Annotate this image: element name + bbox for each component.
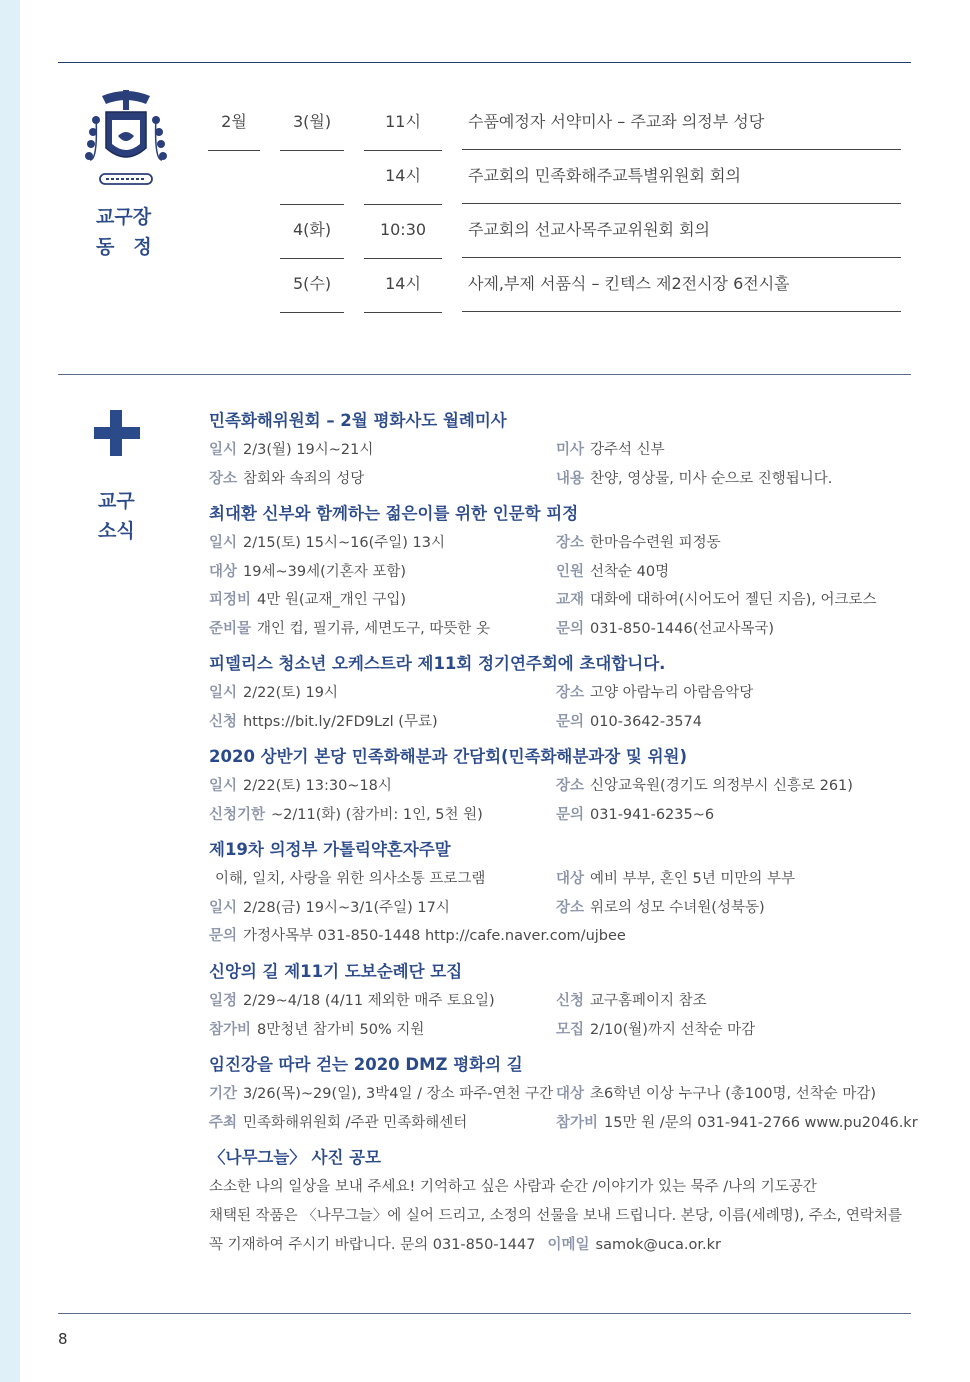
info-label: 피정비 bbox=[209, 592, 252, 608]
info-text: 초6학년 이상 누구나 (총100명, 선착순 마감) bbox=[590, 1086, 876, 1102]
info-row bbox=[209, 465, 909, 494]
info-text: 강주석 신부 bbox=[590, 442, 665, 458]
section-divider bbox=[58, 374, 911, 375]
info-row bbox=[209, 1016, 909, 1045]
info-label: 장소 bbox=[556, 899, 585, 916]
news-title-line1: 교구 bbox=[98, 490, 135, 512]
info-cell bbox=[556, 436, 909, 465]
info-cell bbox=[209, 586, 556, 615]
info-cell bbox=[209, 708, 556, 737]
info-text: 신앙교육원(경기도 의정부시 신흥로 261) bbox=[590, 778, 853, 794]
side-color-strip bbox=[0, 0, 20, 1382]
info-cell bbox=[209, 1016, 556, 1045]
info-cell bbox=[209, 865, 556, 894]
info-text: 찬양, 영상물, 미사 순으로 진행됩니다. bbox=[590, 470, 833, 487]
news-item bbox=[209, 406, 909, 493]
info-label: 참가비 bbox=[556, 1114, 599, 1131]
info-text: 2/29~4/18 (4/11 제외한 매주 토요일) bbox=[243, 993, 495, 1009]
info-row bbox=[209, 558, 909, 587]
news-section-title bbox=[98, 486, 135, 546]
schedule-day: 5(수) bbox=[280, 260, 344, 313]
info-label: 인원 bbox=[556, 563, 585, 580]
info-cell bbox=[556, 558, 909, 587]
info-cell bbox=[556, 1080, 909, 1109]
info-text: 선착순 40명 bbox=[590, 563, 670, 580]
news-item-title: 피델리스 청소년 오케스트라 제11회 정기연주회에 초대합니다. bbox=[209, 654, 666, 673]
diocese-crest-icon bbox=[84, 90, 168, 190]
info-row bbox=[209, 865, 909, 894]
info-label: 일정 bbox=[209, 993, 238, 1009]
info-label: 기간 bbox=[209, 1086, 238, 1102]
info-text: 15만 원 /문의 031-941-2766 www.pu2046.kr bbox=[604, 1114, 918, 1131]
info-cell bbox=[209, 1080, 556, 1109]
info-cell bbox=[209, 465, 556, 494]
info-cell bbox=[556, 708, 909, 737]
info-label: 문의 bbox=[209, 928, 238, 944]
info-text: 3/26(목)~29(일), 3박4일 / 장소 파주-연천 구간 bbox=[243, 1086, 554, 1102]
info-row bbox=[209, 772, 909, 801]
email-label: 이메일 bbox=[547, 1237, 590, 1253]
info-text: 031-850-1446(선교사목국) bbox=[590, 620, 775, 637]
info-text: 위로의 성모 수녀원(성북동) bbox=[590, 899, 765, 916]
schedule-event: 수품예정자 서약미사 – 주교좌 의정부 성당 bbox=[462, 98, 901, 150]
info-text: 4만 원(교재_개인 구입) bbox=[257, 592, 407, 608]
bishop-title-line2: 동 정 bbox=[96, 236, 152, 258]
info-text: 010-3642-3574 bbox=[590, 713, 702, 730]
info-label: 신청기한 bbox=[209, 806, 266, 823]
info-row bbox=[209, 529, 909, 558]
info-label: 일시 bbox=[209, 442, 238, 458]
info-text: 2/3(월) 19시~21시 bbox=[243, 442, 374, 458]
news-item bbox=[209, 835, 909, 951]
info-row bbox=[209, 679, 909, 708]
info-cell bbox=[209, 529, 556, 558]
news-item-title: 제19차 의정부 가톨릭약혼자주말 bbox=[209, 840, 451, 859]
info-text: 2/28(금) 19시~3/1(주일) 17시 bbox=[243, 899, 450, 916]
page-number: 8 bbox=[58, 1330, 68, 1348]
info-text: 개인 컵, 필기류, 세면도구, 따뜻한 옷 bbox=[257, 620, 491, 637]
info-label: 모집 bbox=[556, 1021, 585, 1038]
info-cell bbox=[209, 679, 556, 708]
news-item-title: 최대환 신부와 함께하는 젊은이를 위한 인문학 피정 bbox=[209, 504, 579, 523]
body-text: 꼭 기재하여 주시기 바랍니다. 문의 031-850-1447 bbox=[209, 1237, 536, 1253]
info-text: 2/22(토) 13:30~18시 bbox=[243, 778, 392, 794]
info-text: 고양 아람누리 아람음악당 bbox=[590, 685, 754, 701]
info-cell bbox=[556, 801, 909, 830]
info-text: 이해, 일치, 사랑을 위한 의사소통 프로그램 bbox=[215, 871, 486, 887]
info-cell bbox=[556, 465, 909, 494]
info-cell bbox=[209, 894, 556, 923]
info-label: 준비물 bbox=[209, 620, 252, 637]
info-label: 대상 bbox=[556, 1086, 585, 1102]
info-cell bbox=[556, 894, 909, 923]
bishop-section-title bbox=[96, 202, 152, 262]
info-label: 미사 bbox=[556, 442, 585, 458]
info-row bbox=[209, 894, 909, 923]
info-label: 신청 bbox=[556, 993, 585, 1009]
info-row bbox=[209, 1080, 909, 1109]
schedule-time: 14시 bbox=[364, 260, 442, 313]
bishop-title-line1: 교구장 bbox=[96, 206, 152, 228]
info-label: 참가비 bbox=[209, 1021, 252, 1038]
schedule-day: 4(화) bbox=[280, 206, 344, 259]
info-label: 일시 bbox=[209, 899, 238, 916]
cross-icon-bar bbox=[94, 427, 140, 439]
info-row bbox=[209, 987, 909, 1016]
info-text: 2/22(토) 19시 bbox=[243, 685, 338, 701]
schedule-day bbox=[280, 152, 344, 205]
info-cell bbox=[556, 987, 909, 1016]
news-item bbox=[209, 742, 909, 829]
info-text: 2/10(월)까지 선착순 마감 bbox=[590, 1021, 756, 1038]
info-text: 참회와 속죄의 성당 bbox=[243, 470, 365, 487]
info-row-full bbox=[209, 922, 909, 951]
info-text: ~2/11(화) (참가비: 1인, 5천 원) bbox=[271, 806, 483, 823]
info-cell bbox=[209, 436, 556, 465]
info-cell bbox=[556, 772, 909, 801]
info-text: 대화에 대하여(시어도어 젤딘 지음), 어크로스 bbox=[590, 592, 877, 608]
info-cell bbox=[556, 615, 909, 644]
info-label: 내용 bbox=[556, 470, 585, 487]
top-rule bbox=[58, 62, 911, 63]
info-label: 대상 bbox=[209, 563, 238, 580]
info-label: 장소 bbox=[556, 685, 585, 701]
info-row bbox=[209, 436, 909, 465]
info-label: 교재 bbox=[556, 592, 585, 608]
info-label: 장소 bbox=[209, 470, 238, 487]
info-cell bbox=[556, 1109, 918, 1138]
body-line bbox=[209, 1231, 909, 1260]
bottom-rule bbox=[58, 1313, 911, 1314]
info-label: 대상 bbox=[556, 871, 585, 887]
email-address: samok@uca.or.kr bbox=[595, 1237, 721, 1253]
info-text: 교구홈페이지 참조 bbox=[590, 993, 707, 1009]
news-item-title: 신앙의 길 제11기 도보순례단 모집 bbox=[209, 962, 463, 981]
info-cell bbox=[209, 558, 556, 587]
info-label: 문의 bbox=[556, 806, 585, 823]
info-label: 문의 bbox=[556, 713, 585, 730]
info-text: 가정사목부 031-850-1448 http://cafe.naver.com/ujbee bbox=[243, 928, 626, 944]
info-cell bbox=[209, 772, 556, 801]
info-text: 예비 부부, 혼인 5년 미만의 부부 bbox=[590, 871, 795, 887]
info-row bbox=[209, 801, 909, 830]
info-cell bbox=[556, 1016, 909, 1045]
schedule-event: 사제,부제 서품식 – 킨텍스 제2전시장 6전시홀 bbox=[462, 260, 901, 312]
news-item bbox=[209, 1143, 909, 1260]
news-item-title: 민족화해위원회 – 2월 평화사도 월례미사 bbox=[209, 411, 507, 430]
body-line: 채택된 작품은 〈나무그늘〉에 실어 드리고, 소정의 선물을 보내 드립니다. 본당, 이름(세례명), 주소, 연락처를 bbox=[209, 1208, 902, 1224]
info-cell bbox=[209, 1109, 556, 1138]
news-item-title: 임진강을 따라 걷는 2020 DMZ 평화의 길 bbox=[209, 1055, 523, 1074]
info-text: https://bit.ly/2FD9Lzl (무료) bbox=[243, 713, 438, 730]
schedule-event: 주교회의 민족화해주교특별위원회 회의 bbox=[462, 152, 901, 204]
schedule-event: 주교회의 선교사목주교위원회 회의 bbox=[462, 206, 901, 258]
info-text: 한마음수련원 피정동 bbox=[590, 535, 721, 551]
info-row bbox=[209, 586, 909, 615]
news-item-title: 〈나무그늘〉 사진 공모 bbox=[209, 1148, 382, 1167]
info-text: 8만청년 참가비 50% 지원 bbox=[257, 1021, 425, 1038]
info-text: 031-941-6235~6 bbox=[590, 806, 715, 823]
info-label: 장소 bbox=[556, 535, 585, 551]
info-text: 2/15(토) 15시~16(주일) 13시 bbox=[243, 535, 445, 551]
schedule-month: 2월 bbox=[208, 98, 260, 151]
info-label: 주최 bbox=[209, 1114, 238, 1131]
news-item bbox=[209, 957, 909, 1044]
info-row bbox=[209, 615, 909, 644]
info-cell bbox=[556, 679, 909, 708]
info-label: 문의 bbox=[556, 620, 585, 637]
info-text: 민족화해위원회 /주관 민족화해센터 bbox=[243, 1114, 468, 1131]
info-row bbox=[209, 1109, 918, 1138]
info-label: 일시 bbox=[209, 685, 238, 701]
news-item bbox=[209, 499, 909, 643]
body-line: 소소한 나의 일상을 보내 주세요! 기억하고 싶은 사람과 순간 /이야기가 있는 묵주 /나의 기도공간 bbox=[209, 1179, 817, 1195]
schedule-time: 11시 bbox=[364, 98, 442, 151]
schedule-day: 3(월) bbox=[280, 98, 344, 151]
info-row bbox=[209, 708, 909, 737]
news-title-line2: 소식 bbox=[98, 520, 135, 542]
schedule-time: 14시 bbox=[364, 152, 442, 205]
info-label: 일시 bbox=[209, 778, 238, 794]
info-label: 신청 bbox=[209, 713, 238, 730]
news-list bbox=[209, 400, 918, 1260]
info-text: 19세~39세(기혼자 포함) bbox=[243, 563, 407, 580]
news-item bbox=[209, 649, 909, 736]
info-cell bbox=[556, 586, 909, 615]
info-label: 장소 bbox=[556, 778, 585, 794]
schedule-time: 10:30 bbox=[364, 206, 442, 259]
info-cell bbox=[209, 801, 556, 830]
info-cell bbox=[209, 615, 556, 644]
news-item-title: 2020 상반기 본당 민족화해분과 간담회(민족화해분과장 및 위원) bbox=[209, 747, 688, 766]
info-cell bbox=[556, 865, 909, 894]
info-cell bbox=[209, 987, 556, 1016]
info-label: 일시 bbox=[209, 535, 238, 551]
news-item bbox=[209, 1050, 918, 1137]
info-cell bbox=[556, 529, 909, 558]
